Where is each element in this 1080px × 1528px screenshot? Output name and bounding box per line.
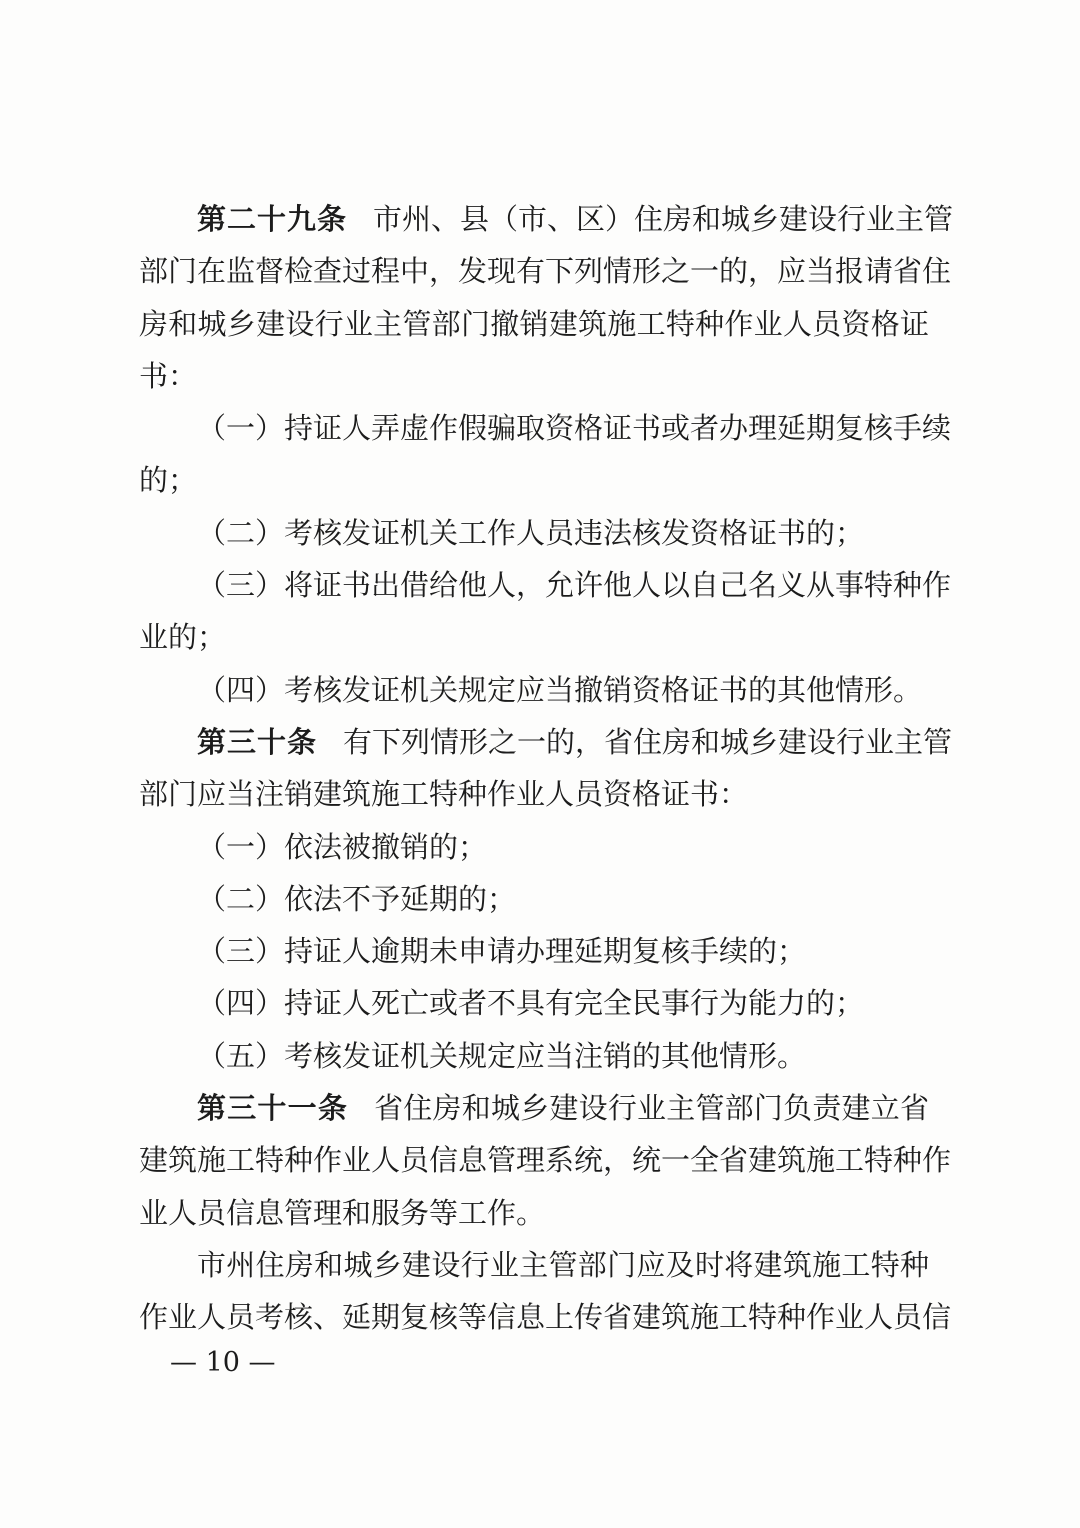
article-29-item-3-line-2: 业的； (139, 620, 227, 655)
article-29-item-3-line-1: （三）将证书出借给他人，允许他人以自己名义从事特种作 (197, 568, 952, 603)
article-30-line-2: 部门应当注销建筑施工特种作业人员资格证书： (139, 777, 749, 812)
article-30-item-4: （四）持证人死亡或者不具有完全民事行为能力的； (197, 986, 865, 1021)
article-29-line-4: 书： (139, 358, 198, 393)
article-30-item-1: （一）依法被撤销的； (197, 829, 488, 864)
article-31-heading-line (139, 1082, 929, 1134)
document-body (139, 193, 954, 1344)
page-number: — 10 — (170, 1347, 276, 1378)
article-31-line-3: 业人员信息管理和服务等工作。 (139, 1195, 546, 1230)
article-30-heading-line (139, 716, 953, 768)
article-29-item-4: （四）考核发证机关规定应当撤销资格证书的其他情形。 (197, 672, 923, 707)
article-29-line-1: 市州、县（市、区）住房和城乡建设行业主管 (373, 202, 954, 236)
article-29-number: 第二十九条 (197, 202, 348, 236)
article-31-paragraph-2-line-2: 作业人员考核、延期复核等信息上传省建筑施工特种作业人员信 (139, 1300, 952, 1335)
article-29-heading-line (139, 193, 954, 245)
article-31-line-1: 省住房和城乡建设行业主管部门负责建立省 (374, 1091, 929, 1126)
article-29-item-2: （二）考核发证机关工作人员违法核发资格证书的； (197, 515, 865, 550)
article-29-line-3: 房和城乡建设行业主管部门撤销建筑施工特种作业人员资格证 (139, 306, 929, 341)
article-30-number: 第三十条 (197, 724, 318, 759)
article-29-item-1-line-2: 的； (139, 463, 198, 498)
article-31-line-2: 建筑施工特种作业人员信息管理系统，统一全省建筑施工特种作 (139, 1143, 952, 1178)
article-30-item-2: （二）依法不予延期的； (197, 881, 517, 916)
article-29-line-2: 部门在监督检查过程中，发现有下列情形之一的，应当报请省住 (139, 254, 952, 289)
article-30-line-1: 有下列情形之一的，省住房和城乡建设行业主管 (343, 724, 953, 759)
article-31-paragraph-2-line-1: 市州住房和城乡建设行业主管部门应及时将建筑施工特种 (197, 1247, 929, 1282)
article-30-item-5: （五）考核发证机关规定应当注销的其他情形。 (197, 1038, 807, 1073)
article-30-item-3: （三）持证人逾期未申请办理延期复核手续的； (197, 934, 807, 969)
article-29-item-1-line-1: （一）持证人弄虚作假骗取资格证书或者办理延期复核手续 (197, 411, 952, 446)
article-31-number: 第三十一条 (197, 1091, 349, 1126)
